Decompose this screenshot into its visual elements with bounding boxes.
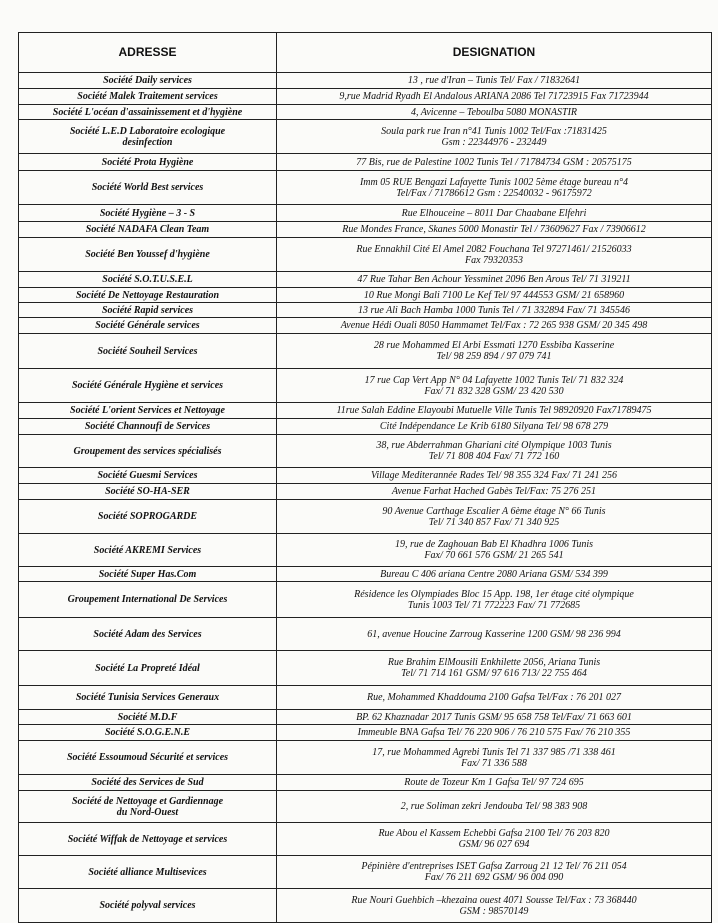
address-cell <box>277 318 712 334</box>
address-line: Tel/ 71 808 404 Fax/ 71 772 160 <box>428 451 560 462</box>
address-line: Soula park rue Iran n°41 Tunis 1002 Tel/Fax :71831425 <box>381 125 607 137</box>
address-cell <box>277 238 712 272</box>
address-line: Pépinière d'entreprises ISET Gafsa Zarroug 21 12 Tel/ 76 211 054 <box>361 861 627 872</box>
table-row <box>19 468 712 484</box>
company-name-line: Société polyval services <box>99 900 196 911</box>
table-row <box>19 318 712 334</box>
company-name-cell <box>19 791 277 823</box>
company-name-cell <box>19 73 277 89</box>
address-cell <box>277 618 712 651</box>
company-name-line: Société L'océan d'assainissement et d'hygiène <box>52 106 243 118</box>
company-name-cell <box>19 419 277 435</box>
company-name-line: Société Channoufi de Services <box>84 421 211 432</box>
address-cell <box>277 534 712 567</box>
address-cell <box>277 468 712 484</box>
table-row <box>19 618 712 651</box>
company-name-cell <box>19 741 277 775</box>
address-line: Rue, Mohammed Khaddouma 2100 Gafsa Tel/Fax : 76 201 027 <box>366 692 622 703</box>
company-name-line: Société S.O.G.E.N.E <box>105 727 190 738</box>
company-name-cell <box>19 272 277 288</box>
company-name-line: Société M.D.F <box>117 711 178 723</box>
address-line: 77 Bis, rue de Palestine 1002 Tunis Tel / 71784734 GSM : 20575175 <box>356 156 632 168</box>
table-row <box>19 741 712 775</box>
company-name-line: Société NADAFA Clean Team <box>85 224 210 235</box>
company-name-cell <box>19 435 277 468</box>
table-row <box>19 403 712 419</box>
address-cell <box>277 484 712 500</box>
company-name-line: Société Générale Hygiène et services <box>71 380 224 391</box>
table-row <box>19 823 712 856</box>
company-name-line: Société Hygiène – 3 - S <box>99 207 196 219</box>
table-row <box>19 500 712 534</box>
company-name-cell <box>19 534 277 567</box>
address-cell <box>277 791 712 823</box>
address-line: 19, rue de Zaghouan Bab El Khadhra 1006 Tunis <box>394 539 594 550</box>
company-name-line: Société Daily services <box>103 75 192 86</box>
address-line: Rue Mondes France, Skanes 5000 Monastir Tel / 73609627 Fax / 73906612 <box>342 224 646 235</box>
company-name-line: Société Souheil Services <box>97 345 198 357</box>
table-row <box>19 856 712 889</box>
address-line: Route de Tozeur Km 1 Gafsa Tel/ 97 724 695 <box>404 777 584 788</box>
company-name-cell <box>19 171 277 205</box>
address-line: GSM/ 96 027 694 <box>458 839 530 850</box>
company-name-line: Société Adam des Services <box>93 628 202 640</box>
address-cell <box>277 171 712 205</box>
table-row <box>19 334 712 369</box>
company-name-line: Société Super Has.Com <box>98 568 197 580</box>
table-row <box>19 272 712 288</box>
company-name-line: Société Rapid services <box>101 304 194 316</box>
address-line: Avenue Hédi Ouali 8050 Hammamet Tel/Fax : 72 265 938 GSM/ 20 345 498 <box>340 320 648 331</box>
address-cell <box>277 856 712 889</box>
company-name-cell <box>19 120 277 154</box>
address-line: 9,rue Madrid Ryadh El Andalous ARIANA 2086 Tel 71723915 Fax 71723944 <box>339 91 649 102</box>
address-line: 17 rue Cap Vert App N° 04 Lafayette 1002 Tunis Tel/ 71 832 324 <box>364 374 624 386</box>
table-row <box>19 889 712 923</box>
company-name-cell <box>19 567 277 582</box>
company-name-cell <box>19 288 277 303</box>
company-name-line: Société L.E.D Laboratoire ecologique <box>69 125 226 137</box>
address-line: Résidence les Olympiades Bloc 15 App. 198, 1er étage cité olympique <box>354 588 634 600</box>
table-row <box>19 303 712 318</box>
table-row <box>19 686 712 710</box>
address-line: Tunis 1003 Tel/ 71 772223 Fax/ 71 772685 <box>407 599 581 611</box>
address-line: BP. 62 Khaznadar 2017 Tunis GSM/ 95 658 758 Tel/Fax/ 71 663 601 <box>356 711 632 723</box>
address-line: 10 Rue Mongi Bali 7100 Le Kef Tel/ 97 444553 GSM/ 21 658960 <box>363 289 625 301</box>
table-row <box>19 651 712 686</box>
company-name-cell <box>19 205 277 222</box>
company-name-line: Société Générale services <box>95 320 200 331</box>
table-row <box>19 288 712 303</box>
services-table <box>18 32 712 923</box>
address-cell <box>277 303 712 318</box>
address-line: 61, avenue Houcine Zarroug Kasserine 1200 GSM/ 98 236 994 <box>367 628 621 640</box>
company-name-line: desinfection <box>122 136 173 148</box>
company-name-cell <box>19 618 277 651</box>
company-name-line: Société des Services de Sud <box>91 777 204 788</box>
address-line: Avenue Farhat Hached Gabès Tel/Fax: 75 276 251 <box>391 486 597 497</box>
address-line: Rue Brahim ElMousili Enkhilette 2056, Ariana Tunis <box>387 657 601 668</box>
address-cell <box>277 222 712 238</box>
address-cell <box>277 725 712 741</box>
address-line: Cité Indépendance Le Krib 6180 Silyana Tel/ 98 678 279 <box>379 421 609 432</box>
company-name-cell <box>19 89 277 105</box>
address-line: 17, rue Mohammed Agrebi Tunis Tel 71 337 985 /71 338 461 <box>372 746 616 758</box>
address-line: Fax 79320353 <box>464 254 524 266</box>
company-name-cell <box>19 582 277 618</box>
table-row <box>19 534 712 567</box>
company-name-line: Société Ben Youssef d'hygiène <box>85 249 210 260</box>
address-line: Tel/ 71 340 857 Fax/ 71 340 925 <box>428 516 560 528</box>
address-cell <box>277 403 712 419</box>
address-line: Tel/ 98 259 894 / 97 079 741 <box>436 351 552 362</box>
company-name-cell <box>19 725 277 741</box>
table-row <box>19 205 712 222</box>
address-line: Tel/ 71 714 161 GSM/ 97 616 713/ 22 755 464 <box>401 668 587 679</box>
address-line: 13 rue Ali Bach Hamba 1000 Tunis Tel / 71 332894 Fax/ 71 345546 <box>358 304 630 316</box>
table-row <box>19 582 712 618</box>
address-line: 38, rue Abderrahman Ghariani cité Olympique 1003 Tunis <box>376 440 612 451</box>
table-row <box>19 791 712 823</box>
table-row <box>19 73 712 89</box>
company-name-line: Société L'orient Services et Nettoyage <box>70 405 225 416</box>
company-name-line: Société Malek Traitement services <box>77 91 218 102</box>
company-name-line: Société S.O.T.U.S.E.L <box>102 274 193 285</box>
address-cell <box>277 105 712 120</box>
company-name-line: Société SOPROGARDE <box>97 511 198 522</box>
address-cell <box>277 741 712 775</box>
table-row <box>19 171 712 205</box>
company-name-line: Société Guesmi Services <box>97 470 198 481</box>
address-cell <box>277 710 712 725</box>
address-line: GSM : 98570149 <box>459 905 529 917</box>
address-cell <box>277 651 712 686</box>
table-row <box>19 567 712 582</box>
company-name-cell <box>19 334 277 369</box>
company-name-cell <box>19 238 277 272</box>
address-line: 11rue Salah Eddine Elayoubi Mutuelle Ville Tunis Tel 98920920 Fax71789475 <box>336 405 652 416</box>
address-cell <box>277 419 712 435</box>
address-line: 28 rue Mohammed El Arbi Essmati 1270 Essbiba Kasserine <box>373 340 615 351</box>
document-page <box>18 32 711 923</box>
company-name-cell <box>19 889 277 923</box>
company-name-line: du Nord-Ouest <box>116 806 179 818</box>
address-line: Gsm : 22344976 - 232449 <box>441 136 547 148</box>
company-name-cell <box>19 500 277 534</box>
address-line: Fax/ 71 336 588 <box>461 757 527 769</box>
company-name-line: Société World Best services <box>91 182 204 193</box>
address-cell <box>277 823 712 856</box>
table-row <box>19 89 712 105</box>
company-name-line: Société alliance Multisevices <box>88 866 207 878</box>
address-line: Imm 05 RUE Bengazi Lafayette Tunis 1002 5ème étage bureau n°4 <box>359 176 629 188</box>
address-line: 90 Avenue Carthage Escalier A 6ème étage N° 66 Tunis <box>382 505 606 517</box>
table-row <box>19 120 712 154</box>
address-line: Village Mediterannée Rades Tel/ 98 355 324 Fax/ 71 241 256 <box>370 470 618 481</box>
table-row <box>19 154 712 171</box>
table-row <box>19 419 712 435</box>
address-cell <box>277 288 712 303</box>
address-cell <box>277 889 712 923</box>
table-row <box>19 484 712 500</box>
address-line: 4, Avicenne – Teboulba 5080 MONASTIR <box>410 106 578 118</box>
address-line: Fax/ 71 832 328 GSM/ 23 420 530 <box>424 385 564 397</box>
table-row <box>19 775 712 791</box>
company-name-cell <box>19 154 277 171</box>
company-name-cell <box>19 686 277 710</box>
company-name-line: Société Tunisia Services Generaux <box>75 692 220 703</box>
company-name-line: Société La Propreté Idéal <box>95 662 200 674</box>
company-name-cell <box>19 856 277 889</box>
table-row <box>19 222 712 238</box>
table-row <box>19 238 712 272</box>
company-name-cell <box>19 775 277 791</box>
table-row <box>19 725 712 741</box>
address-cell <box>277 154 712 171</box>
header-adresse: ADRESSE <box>19 33 277 73</box>
company-name-line: Groupement International De Services <box>67 594 228 605</box>
header-designation: DESIGNATION <box>277 33 712 73</box>
table-row <box>19 435 712 468</box>
company-name-line: Groupement des services spécialisés <box>73 445 222 457</box>
address-line: Rue Abou el Kassem Echebbi Gafsa 2100 Tel/ 76 203 820 <box>378 828 610 839</box>
address-cell <box>277 205 712 222</box>
address-line: Tel/Fax / 71786612 Gsm : 22540032 - 96175972 <box>396 187 592 199</box>
address-cell <box>277 73 712 89</box>
address-cell <box>277 369 712 403</box>
company-name-cell <box>19 403 277 419</box>
address-cell <box>277 686 712 710</box>
address-cell <box>277 775 712 791</box>
address-cell <box>277 89 712 105</box>
address-line: Fax/ 70 661 576 GSM/ 21 265 541 <box>424 550 564 561</box>
company-name-cell <box>19 468 277 484</box>
address-cell <box>277 567 712 582</box>
address-line: Immeuble BNA Gafsa Tel/ 76 220 906 / 76 210 575 Fax/ 76 210 355 <box>357 727 631 738</box>
address-line: 47 Rue Tahar Ben Achour Yessminet 2096 Ben Arous Tel/ 71 319211 <box>357 274 631 285</box>
company-name-cell <box>19 105 277 120</box>
company-name-cell <box>19 369 277 403</box>
table-body <box>19 73 712 923</box>
company-name-cell <box>19 710 277 725</box>
company-name-cell <box>19 318 277 334</box>
table-row <box>19 105 712 120</box>
company-name-cell <box>19 303 277 318</box>
company-name-cell <box>19 484 277 500</box>
address-cell <box>277 334 712 369</box>
address-line: Bureau C 406 ariana Centre 2080 Ariana GSM/ 534 399 <box>380 568 608 580</box>
company-name-line: Société de Nettoyage et Gardiennage <box>71 795 224 807</box>
address-cell <box>277 272 712 288</box>
company-name-line: Société Prota Hygiène <box>101 156 194 168</box>
company-name-cell <box>19 823 277 856</box>
address-line: 13 , rue d'Iran – Tunis Tel/ Fax / 71832641 <box>407 75 581 86</box>
company-name-line: Société Essoumoud Sécurité et services <box>66 752 229 763</box>
table-header-row <box>19 33 712 73</box>
address-line: Rue Elhouceine – 8011 Dar Chaabane Elfehri <box>401 207 587 219</box>
company-name-line: Société Wiffak de Nettoyage et services <box>67 833 228 845</box>
company-name-cell <box>19 222 277 238</box>
company-name-line: Société SO-HA-SER <box>105 486 190 497</box>
address-cell <box>277 435 712 468</box>
address-line: Fax/ 76 211 692 GSM/ 96 004 090 <box>424 872 564 883</box>
address-line: Rue Nouri Guehbich –khezaina ouest 4071 Sousse Tel/Fax : 73 368440 <box>351 894 637 906</box>
table-row <box>19 710 712 725</box>
company-name-line: Société De Nettoyage Restauration <box>75 289 220 301</box>
address-cell <box>277 120 712 154</box>
company-name-cell <box>19 651 277 686</box>
table-row <box>19 369 712 403</box>
company-name-line: Société AKREMI Services <box>93 544 202 556</box>
address-line: 2, rue Soliman zekri Jendouba Tel/ 98 383 908 <box>400 801 588 812</box>
address-line: Rue Ennakhil Cité El Amel 2082 Fouchana Tel 97271461/ 21526033 <box>356 243 632 255</box>
address-cell <box>277 500 712 534</box>
address-cell <box>277 582 712 618</box>
